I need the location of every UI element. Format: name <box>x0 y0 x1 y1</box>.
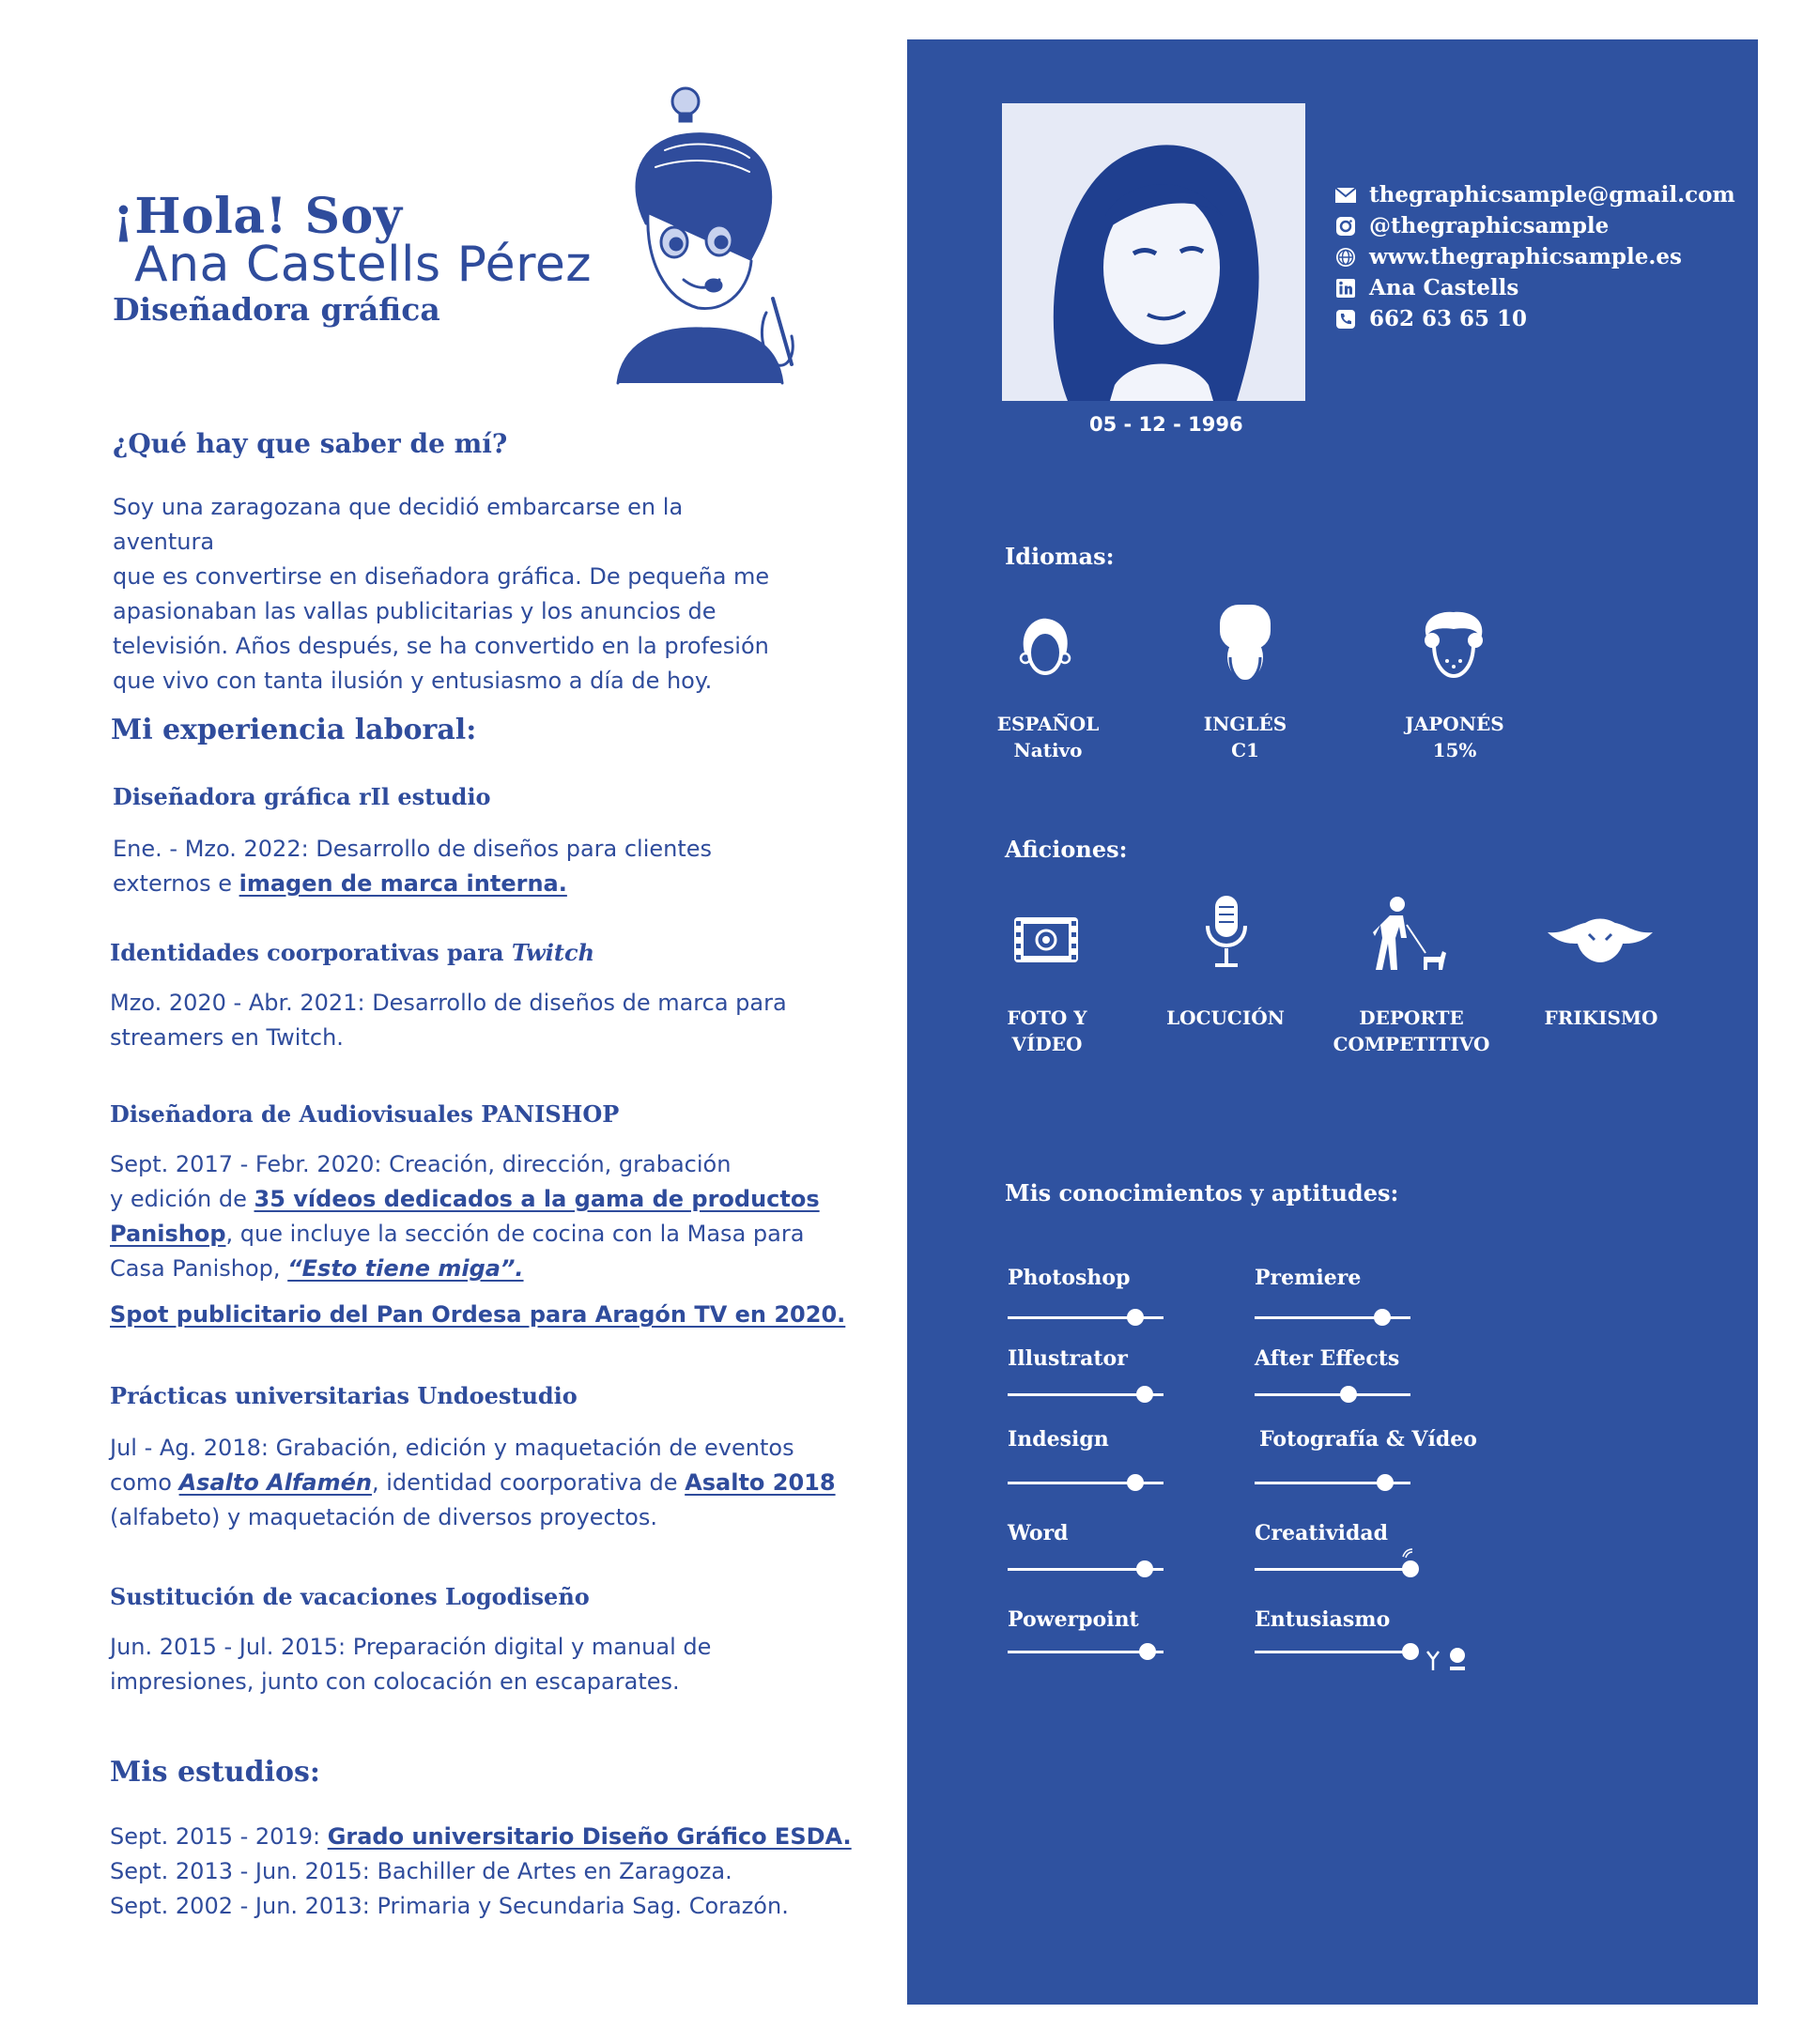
job-line <box>110 1466 861 1500</box>
about-line: apasionaban las vallas publicitarias y los anuncios de <box>113 598 717 624</box>
job-description <box>110 1431 861 1535</box>
experience-heading: Mi experiencia laboral: <box>111 714 477 746</box>
languages-heading: Idiomas: <box>1005 543 1115 570</box>
hobbies-heading: Aficiones: <box>1005 836 1128 863</box>
studies-heading: Mis estudios: <box>110 1756 320 1789</box>
profile-photo <box>1002 103 1305 401</box>
hobby-item <box>991 1005 1103 1057</box>
job-line: Ene. - Mzo. 2022: Desarrollo de diseños para clientes <box>113 836 713 862</box>
contact-text: Ana Castells <box>1369 275 1519 300</box>
hobby-item <box>1540 1005 1662 1031</box>
about-line: Soy una zaragozana que decidió embarcarse en la aventura <box>113 494 684 555</box>
microphone-icon <box>1202 894 1251 973</box>
job-description <box>113 832 826 901</box>
hobby-item <box>1164 1005 1287 1031</box>
yoda-icon <box>1548 915 1653 964</box>
hobby-label: LOCUCIÓN <box>1166 1007 1285 1029</box>
skill-slider-knob <box>1402 1560 1419 1577</box>
skill-slider-knob <box>1136 1386 1153 1403</box>
instagram-icon <box>1333 214 1358 238</box>
job-line <box>110 1252 861 1286</box>
job-title: Sustitución de vacaciones Logodiseño <box>110 1583 590 1610</box>
about-heading: ¿Qué hay que saber de mí? <box>113 428 508 459</box>
mail-icon <box>1333 183 1358 207</box>
contact-website[interactable] <box>1333 244 1682 269</box>
job-line <box>113 867 826 901</box>
job-title-text: Identidades coorporativas para <box>110 939 512 966</box>
job-title: Diseñadora de Audiovisuales PANISHOP <box>110 1100 620 1128</box>
job-line: (alfabeto) y maquetación de diversos proyectos. <box>110 1504 657 1530</box>
language-name: ESPAÑOL <box>996 713 1100 735</box>
contact-linkedin[interactable] <box>1333 275 1518 300</box>
date-of-birth: 05 - 12 - 1996 <box>1089 413 1243 436</box>
esda-link[interactable]: Grado universitario Diseño Gráfico ESDA. <box>327 1823 852 1850</box>
job-text: como <box>110 1469 179 1496</box>
skill-name: Illustrator <box>1008 1346 1128 1371</box>
skill-name: Indesign <box>1008 1427 1109 1452</box>
hobby-label: DEPORTE <box>1359 1007 1464 1029</box>
language-level: C1 <box>1231 739 1259 761</box>
panishop-link[interactable]: Panishop <box>110 1221 226 1247</box>
contact-text: thegraphicsample@gmail.com <box>1369 182 1735 207</box>
contact-email[interactable] <box>1333 182 1735 207</box>
sparkle-icon <box>1401 1547 1414 1559</box>
avatar-illustration <box>609 83 815 392</box>
job-line: streamers en Twitch. <box>110 1024 344 1051</box>
hobby-item <box>1332 1005 1491 1057</box>
japanese-person-icon <box>1421 608 1487 684</box>
globe-icon <box>1333 245 1358 269</box>
language-item <box>996 711 1100 763</box>
asalto-2018-link[interactable]: Asalto 2018 <box>685 1469 836 1496</box>
hobby-label: COMPETITIVO <box>1333 1033 1490 1055</box>
language-name: JAPONÉS <box>1405 713 1504 735</box>
about-line: televisión. Años después, se ha convertido en la profesión <box>113 633 769 659</box>
language-level: 15% <box>1432 739 1477 761</box>
language-name: INGLÉS <box>1203 713 1287 735</box>
about-line: que es convertirse en diseñadora gráfica. De pequeña me <box>113 563 770 590</box>
profile-photo-image <box>1002 103 1305 401</box>
contact-text: 662 63 65 10 <box>1369 306 1528 331</box>
about-line: que vivo con tanta ilusión y entusiasmo a día de hoy. <box>113 668 713 694</box>
job-line: Jul - Ag. 2018: Grabación, edición y maquetación de eventos <box>110 1435 794 1461</box>
asalto-alfamen-link[interactable]: Asalto Alfamén <box>178 1469 372 1496</box>
skill-slider-knob <box>1136 1560 1153 1577</box>
job-title-italic: Twitch <box>511 939 595 966</box>
skills-heading: Mis conocimientos y aptitudes: <box>1005 1179 1399 1206</box>
about-paragraph <box>113 490 789 699</box>
language-level: Nativo <box>1013 739 1083 761</box>
contact-text: @thegraphicsample <box>1369 213 1610 238</box>
walking-dog-icon <box>1373 897 1448 974</box>
skill-name: Powerpoint <box>1008 1607 1139 1632</box>
hobby-label: VÍDEO <box>1011 1033 1083 1055</box>
job-description <box>110 1298 845 1332</box>
skill-slider-track <box>1255 1568 1410 1571</box>
job-text: y edición de <box>110 1186 254 1212</box>
skill-name: Fotografía & Vídeo <box>1259 1427 1477 1452</box>
full-name: Ana Castells Pérez <box>134 237 593 293</box>
skill-name: Premiere <box>1255 1266 1362 1290</box>
english-person-icon <box>1217 603 1273 685</box>
hobby-label: FRIKISMO <box>1544 1007 1658 1029</box>
esto-tiene-miga-link[interactable]: “Esto tiene miga”. <box>287 1255 524 1282</box>
job-role: Diseñadora gráfica <box>113 291 440 328</box>
spot-link[interactable]: Spot publicitario del Pan Ordesa para Aragón TV en 2020. <box>110 1301 846 1328</box>
spanish-person-icon <box>1017 615 1073 681</box>
skill-slider-knob <box>1402 1643 1419 1660</box>
hobby-label: FOTO Y <box>1007 1007 1087 1029</box>
job-line: impresiones, junto con colocación en escaparates. <box>110 1668 680 1695</box>
job-description <box>110 1630 842 1699</box>
videos-link[interactable]: 35 vídeos dedicados a la gama de productos <box>254 1186 820 1212</box>
job-line: Mzo. 2020 - Abr. 2021: Desarrollo de diseños de marca para <box>110 990 787 1016</box>
job-text: , que incluye la sección de cocina con la Masa para <box>225 1221 805 1247</box>
linkedin-icon <box>1333 276 1358 300</box>
skill-name: Photoshop <box>1008 1266 1131 1290</box>
job-text: externos e <box>113 870 239 897</box>
job-text: , identidad coorporativa de <box>371 1469 686 1496</box>
skill-name: Creatividad <box>1255 1521 1389 1545</box>
phone-icon <box>1333 307 1358 331</box>
job-text: Casa Panishop, <box>110 1255 288 1282</box>
skill-slider-track <box>1255 1651 1410 1653</box>
greeting-heading: ¡Hola! Soy <box>113 188 403 245</box>
skill-slider-track <box>1255 1393 1410 1396</box>
skill-name: After Effects <box>1255 1346 1400 1371</box>
brand-image-link[interactable]: imagen de marca interna. <box>239 870 567 897</box>
job-line <box>110 1217 861 1252</box>
study-text: Sept. 2015 - 2019: <box>110 1823 328 1850</box>
language-item <box>1194 711 1297 763</box>
job-description <box>110 986 842 1055</box>
contact-phone[interactable] <box>1333 306 1527 331</box>
film-camera-icon <box>1012 915 1080 964</box>
cheering-figure-icon <box>1425 1646 1471 1674</box>
skill-slider-knob <box>1340 1386 1357 1403</box>
skill-slider-knob <box>1127 1309 1144 1326</box>
job-title: Diseñadora gráfica rIl estudio <box>113 783 491 810</box>
job-title: Prácticas universitarias Undoestudio <box>110 1382 578 1409</box>
skill-name: Entusiasmo <box>1255 1607 1391 1632</box>
skill-slider-knob <box>1127 1474 1144 1491</box>
contact-text: www.thegraphicsample.es <box>1369 244 1682 269</box>
contact-instagram[interactable] <box>1333 213 1609 238</box>
job-line <box>110 1182 861 1217</box>
study-line: Sept. 2002 - Jun. 2013: Primaria y Secundaria Sag. Corazón. <box>110 1893 789 1919</box>
language-item <box>1403 711 1506 763</box>
study-line: Sept. 2013 - Jun. 2015: Bachiller de Artes en Zaragoza. <box>110 1858 732 1884</box>
study-line <box>110 1820 861 1854</box>
job-line: Sept. 2017 - Febr. 2020: Creación, dirección, grabación <box>110 1151 732 1177</box>
job-title <box>110 939 594 966</box>
skill-name: Word <box>1008 1521 1069 1545</box>
job-line: Jun. 2015 - Jul. 2015: Preparación digital y manual de <box>110 1634 712 1660</box>
studies-list <box>110 1820 861 1924</box>
job-description <box>110 1147 861 1286</box>
skill-slider-knob <box>1374 1309 1391 1326</box>
